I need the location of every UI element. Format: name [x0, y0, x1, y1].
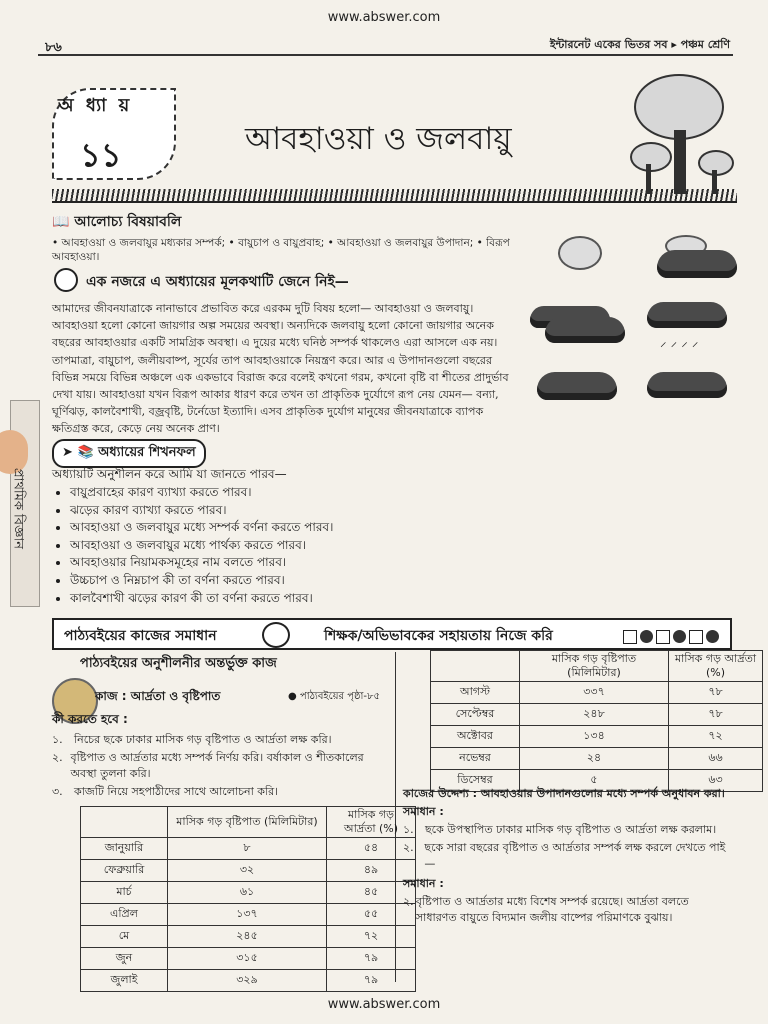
table-row [81, 926, 416, 948]
weather-icons: ⸝ ⸝ ⸝ ⸝ [525, 232, 740, 412]
side-tab-label: প্রাথমিক বিজ্ঞান [10, 468, 26, 549]
icon-strip [621, 626, 720, 645]
table-cell-month: জুন [81, 948, 168, 970]
outcomes-intro: অধ্যায়টি অনুশীলন করে আমি যা জানতে পারব— [52, 467, 287, 481]
practice-title: পাঠ্যবইয়ের অনুশীলনীর অন্তর্ভুক্ত কাজ [80, 656, 277, 671]
table-cell-hum: ৬৬ [669, 748, 763, 770]
table-cell-rain: ১৩৭ [168, 904, 327, 926]
table-cell-month: জানুয়ারি [81, 838, 168, 860]
table-cell-month: আগস্ট [431, 682, 520, 704]
outcomes-heading: ➤ 📚 অধ্যায়ের শিখনফল [52, 439, 206, 468]
rainfall-table-left: মাসিক গড় বৃষ্টিপাত (মিলিমিটার) মাসিক গড় আর্দ্রতা (%) জানুয়ারি ৮ ৫৪ ফেব্রুয়ারি ৩২ ৪৯ মার্চ ৬১ ৪৫ এপ্রিল ১৩৭ ৫৫ মে ২৪৫ ৭২ জুন ৩১৫ ৭৯ জুলাই ৩২৯ ৭৯ [80, 806, 416, 992]
table-cell-month: জুলাই [81, 970, 168, 992]
table-cell-hum: ৭৮ [669, 682, 763, 704]
table-row [431, 704, 763, 726]
table-cell-hum: ৭২ [327, 926, 416, 948]
site-url-bottom: www.abswer.com [327, 997, 441, 1012]
rainfall-table-right: মাসিক গড় বৃষ্টিপাত (মিলিমিটার) মাসিক গড় আর্দ্রতা (%) আগস্ট ৩৩৭ ৭৮ সেপ্টেম্বর ২৪৮ ৭৮ অক্টোবর ১৩৪ ৭২ নভেম্বর ২৪ ৬৬ ডিসেম্বর ৫ ৬৩ [430, 650, 763, 792]
answer-goal: কাজের উদ্দেশ্য : আবহাওয়ার উপাদানগুলোর মধ্যে সম্পর্ক অনুধাবন করা। [403, 787, 725, 800]
overview-heading: এক নজরে এ অধ্যায়ের মূলকথাটি জেনে নিই— [52, 268, 522, 292]
header-rule [38, 54, 733, 56]
outcome-item: • আবহাওয়ার নিয়ামকসমূহের নাম বলতে পারব। [70, 554, 502, 572]
table-row [81, 882, 416, 904]
table-row [431, 682, 763, 704]
table-row [81, 948, 416, 970]
chapter-title: আবহাওয়া ও জলবায়ু [245, 121, 512, 157]
answer-section: কাজের উদ্দেশ্য : আবহাওয়ার উপাদানগুলোর মধ্যে সম্পর্ক অনুধাবন করা। সমাধান : ১. ছকে উপস্থাপিত ঢাকার মাসিক গড় বৃষ্টিপাত ও আর্দ্রতা লক্ষ করলাম। ২. ছকে সারা বছরের বৃষ্টিপাত ও আর্দ্রতার সম্পর্ক লক্ষ করলে দেখতে পাই— সমাধান : ২. বৃষ্টিপাত ও আর্দ্রতার মধ্যে বিশেষ সম্পর্ক রয়েছে। আর্দ্রতা বলতে সাধারণত বায়ুতে বিদ্যমান জলীয় বাষ্পের পরিমাণকে বুঝায়। [403, 786, 728, 926]
outcome-item: • কালবৈশাখী ঝড়ের কারণ কী তা বর্ণনা করতে পারব। [70, 590, 502, 608]
arrow-icon: ➤ [62, 445, 73, 460]
overview-paragraph: আমাদের জীবনযাত্রাকে নানাভাবে প্রভাবিত করে এরকম দুটি বিষয় হলো— আবহাওয়া ও জলবায়ু। আবহাওয়া হলো কোনো জায়গার অল্প সময়ের অবস্থা। অন্যদিকে জলবায়ু হলো কোনো জায়গার অনেক বছরের আবহাওয়ার একটি সামগ্রিক অবস্থা। এ দুয়ের মধ্যে ঘনিষ্ঠ সম্পর্ক থাকলেও এরা আসলে এক নয়। তাপমাত্রা, বায়ুচাপ, জলীয়বাষ্প, সূর্যের তাপ আবহাওয়াকে নিয়ন্ত্রণ করে। আর এ উপাদানগুলো বছরের বিভিন্ন সময়ে বিভিন্ন অঞ্চলে এক একভাবে বিরাজ করে বলেই কখনো গরম, কখনো বৃষ্টি বা শীতের প্রাদুর্ভাব দেখা যায়। আবহাওয়া যখন বিরূপ আকার ধারণ করে তখন তা প্রাকৃতিক দুর্যোগে রূপ নেয় যেমন— বন্যা, ঘূর্ণিঝড়, কালবৈশাখী, বজ্রবৃষ্টি, টর্নেডো ইত্যাদি। এসব প্রাকৃতিক দুর্যোগ মানুষের জীবনযাত্রাকে ব্যাপক ক্ষতিগ্রস্ত করে, কেড়ে নেয় অনেক প্রাণ। [52, 302, 509, 436]
table-cell-month: ফেব্রুয়ারি [81, 860, 168, 882]
table-cell-month: এপ্রিল [81, 904, 168, 926]
table-cell-month: মার্চ [81, 882, 168, 904]
table-row [81, 970, 416, 992]
bar-left-label: পাঠ্যবইয়ের কাজের সমাধান [64, 628, 217, 644]
cloud-icon [657, 250, 737, 278]
outcomes-list [52, 484, 502, 607]
table-cell-rain: ৮ [168, 838, 327, 860]
table-row [431, 726, 763, 748]
storm-cloud-icon [537, 372, 617, 400]
sun-icon [558, 236, 602, 270]
table-cell-hum: ৭৯ [327, 948, 416, 970]
topics-list: • আবহাওয়া ও জলবায়ুর মধ্যকার সম্পর্ক; • বায়ুচাপ ও বায়ুপ্রবাহ; • আবহাওয়া ও জলবায়ুর উপাদান; • বিরূপ আবহাওয়া। [52, 237, 510, 263]
outcome-item: • উচ্চচাপ ও নিম্নচাপ কী তা বর্ণনা করতে পারব। [70, 572, 502, 590]
table-cell-rain: ৩১৫ [168, 948, 327, 970]
table-cell-hum: ৪৯ [327, 860, 416, 882]
table-cell-rain: ৩২ [168, 860, 327, 882]
bar-right-label: শিক্ষক/অভিভাবকের সহায়তায় নিজে করি [324, 628, 553, 644]
trees-illustration [628, 70, 738, 195]
table-row [81, 860, 416, 882]
table-cell-rain: ১৩৪ [520, 726, 669, 748]
site-url-top: www.abswer.com [327, 10, 441, 25]
outcome-item: • ঝড়ের কারণ ব্যাখ্যা করতে পারব। [70, 502, 502, 520]
grass-border [52, 189, 737, 203]
table-cell-rain: ২৪ [520, 748, 669, 770]
table-cell-rain: ২৪৫ [168, 926, 327, 948]
table-cell-rain: ৬১ [168, 882, 327, 904]
table-row [431, 748, 763, 770]
table-cell-rain: ৩৩৭ [520, 682, 669, 704]
table-cell-month: সেপ্টেম্বর [431, 704, 520, 726]
table-cell-month: মে [81, 926, 168, 948]
table-cell-hum: ৭২ [669, 726, 763, 748]
solution-bar [52, 618, 732, 650]
chapter-label: অ ধ্যা য় [58, 95, 133, 116]
book-icon: 📖 [52, 214, 70, 230]
table-cell-hum: ৫৫ [327, 904, 416, 926]
wind-cloud-icon [647, 372, 727, 398]
table-cell-hum: ৬৩ [669, 770, 763, 792]
table-cell-hum: ৫৪ [327, 838, 416, 860]
todo-heading: কী করতে হবে : [52, 712, 128, 726]
table-cell-rain: ৩২৯ [168, 970, 327, 992]
running-header: ইন্টারনেট একের ভিতর সব ▸ পঞ্চম শ্রেণি [549, 38, 730, 51]
table-cell-month: অক্টোবর [431, 726, 520, 748]
table-row [81, 838, 416, 860]
pencil-icon [262, 622, 290, 648]
table-cell-rain: ৫ [520, 770, 669, 792]
table-row [81, 904, 416, 926]
page-number: ৮৬ [45, 40, 62, 55]
table-cell-hum: ৪৫ [327, 882, 416, 904]
practice-steps: ১. নিচের ছকে ঢাকার মাসিক গড় বৃষ্টিপাত ও আর্দ্রতা লক্ষ করি। ২. বৃষ্টিপাত ও আর্দ্রতার মধ্যে সম্পর্ক নির্ণয় করি। বর্ষাকাল ও শীতকালের অবস্থা তুলনা করি। ৩. কাজটি নিয়ে সহপাঠীদের সাথে আলোচনা করি। [52, 733, 364, 798]
books-icon: 📚 [77, 445, 94, 460]
outcome-item: • বায়ুপ্রবাহের কারণ ব্যাখ্যা করতে পারব। [70, 484, 502, 502]
chapter-number: ১১ [80, 136, 122, 174]
table-cell-hum: ৭৮ [669, 704, 763, 726]
task-title: কাজ : আর্দ্রতা ও বৃষ্টিপাত [95, 689, 221, 703]
table-cell-hum: ৭৯ [327, 970, 416, 992]
outcome-item: • আবহাওয়া ও জলবায়ুর মধ্যে সম্পর্ক বর্ণনা করতে পারব। [70, 519, 502, 537]
wand-icon [54, 268, 78, 292]
page-reference: ● পাঠ্যবইয়ের পৃষ্ঠা-৮৫ [288, 691, 380, 702]
rain-cloud-icon [647, 302, 727, 328]
topics-heading: 📖 আলোচ্য বিষয়াবলি [52, 214, 182, 230]
solution-heading-2: সমাধান : [403, 877, 444, 890]
table-cell-rain: ২৪৮ [520, 704, 669, 726]
solution-heading-1: সমাধান : [403, 805, 444, 818]
table-cell-month: ডিসেম্বর [431, 770, 520, 792]
outcome-item: • আবহাওয়া ও জলবায়ুর মধ্যে পার্থক্য করতে পারব। [70, 537, 502, 555]
table-cell-month: নভেম্বর [431, 748, 520, 770]
